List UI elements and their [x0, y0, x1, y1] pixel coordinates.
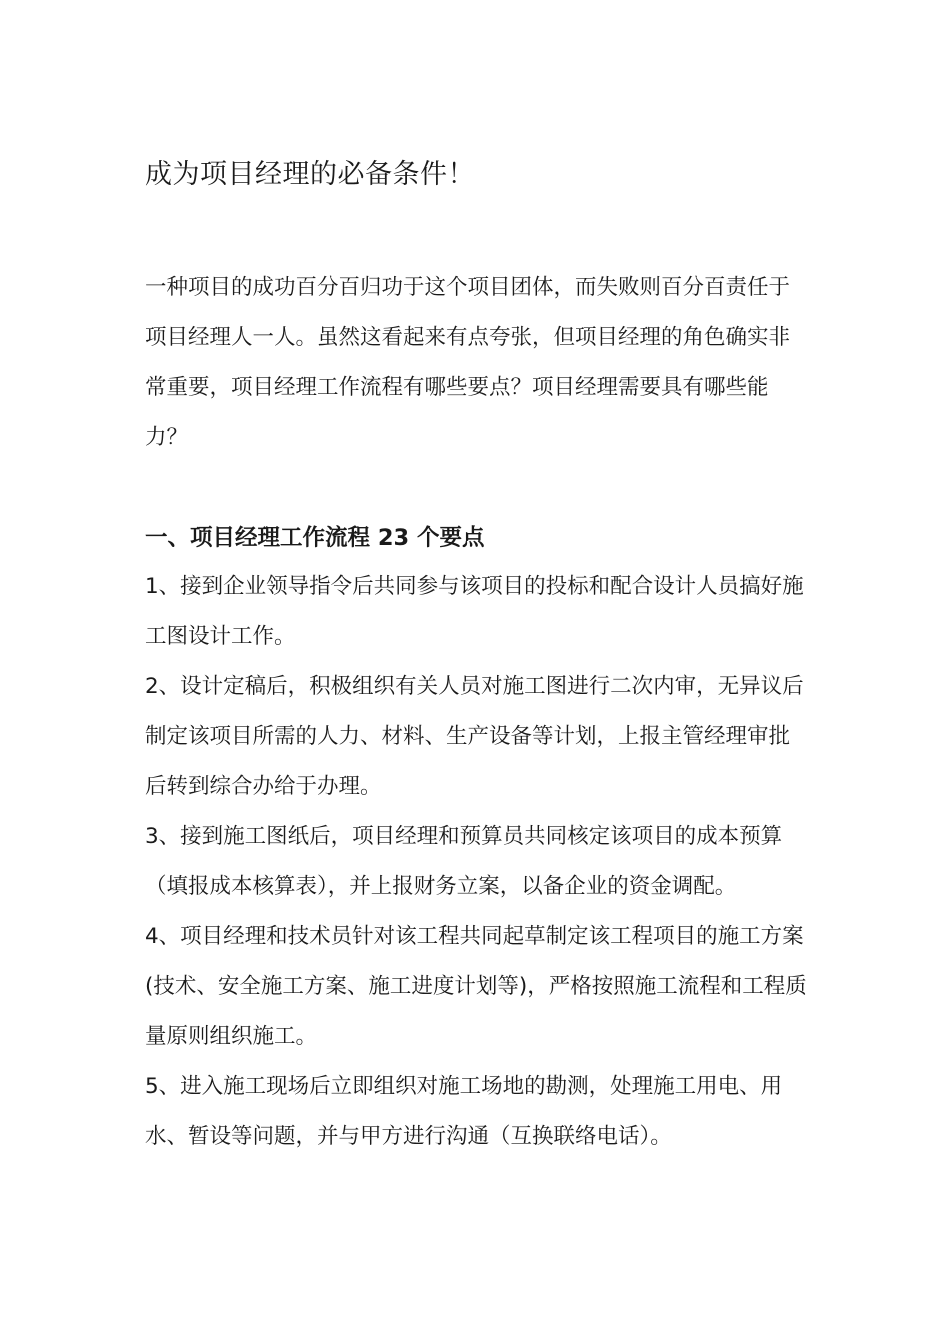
intro-paragraph: 一种项目的成功百分百归功于这个项目团体，而失败则百分百责任于项目经理人一人。虽然这看起来有点夸张，但项目经理的角色确实非常重要，项目经理工作流程有哪些要点？项目经理需要具有哪些能力？ [145, 275, 791, 450]
section-heading: 一、项目经理工作流程 23 个要点 [145, 525, 485, 551]
step-item-4: 4、项目经理和技术员针对该工程共同起草制定该工程项目的施工方案(技术、安全施工方案、施工进度计划等)，严格按照施工流程和工程质量原则组织施工。 [145, 924, 807, 1049]
document-title: 成为项目经理的必备条件！ [145, 159, 475, 190]
step-item-2: 2、设计定稿后，积极组织有关人员对施工图进行二次内审，无异议后制定该项目所需的人力、材料、生产设备等计划，上报主管经理审批后转到综合办给于办理。 [145, 674, 804, 799]
step-item-1: 1、接到企业领导指令后共同参与该项目的投标和配合设计人员搞好施工图设计工作。 [145, 574, 804, 649]
step-item-3: 3、接到施工图纸后，项目经理和预算员共同核定该项目的成本预算（填报成本核算表），并上报财务立案，以备企业的资金调配。 [145, 824, 783, 899]
step-list [145, 562, 810, 1162]
step-item-5: 5、进入施工现场后立即组织对施工场地的勘测，处理施工用电、用水、暂设等问题，并与甲方进行沟通（互换联络电话）。 [145, 1074, 783, 1149]
